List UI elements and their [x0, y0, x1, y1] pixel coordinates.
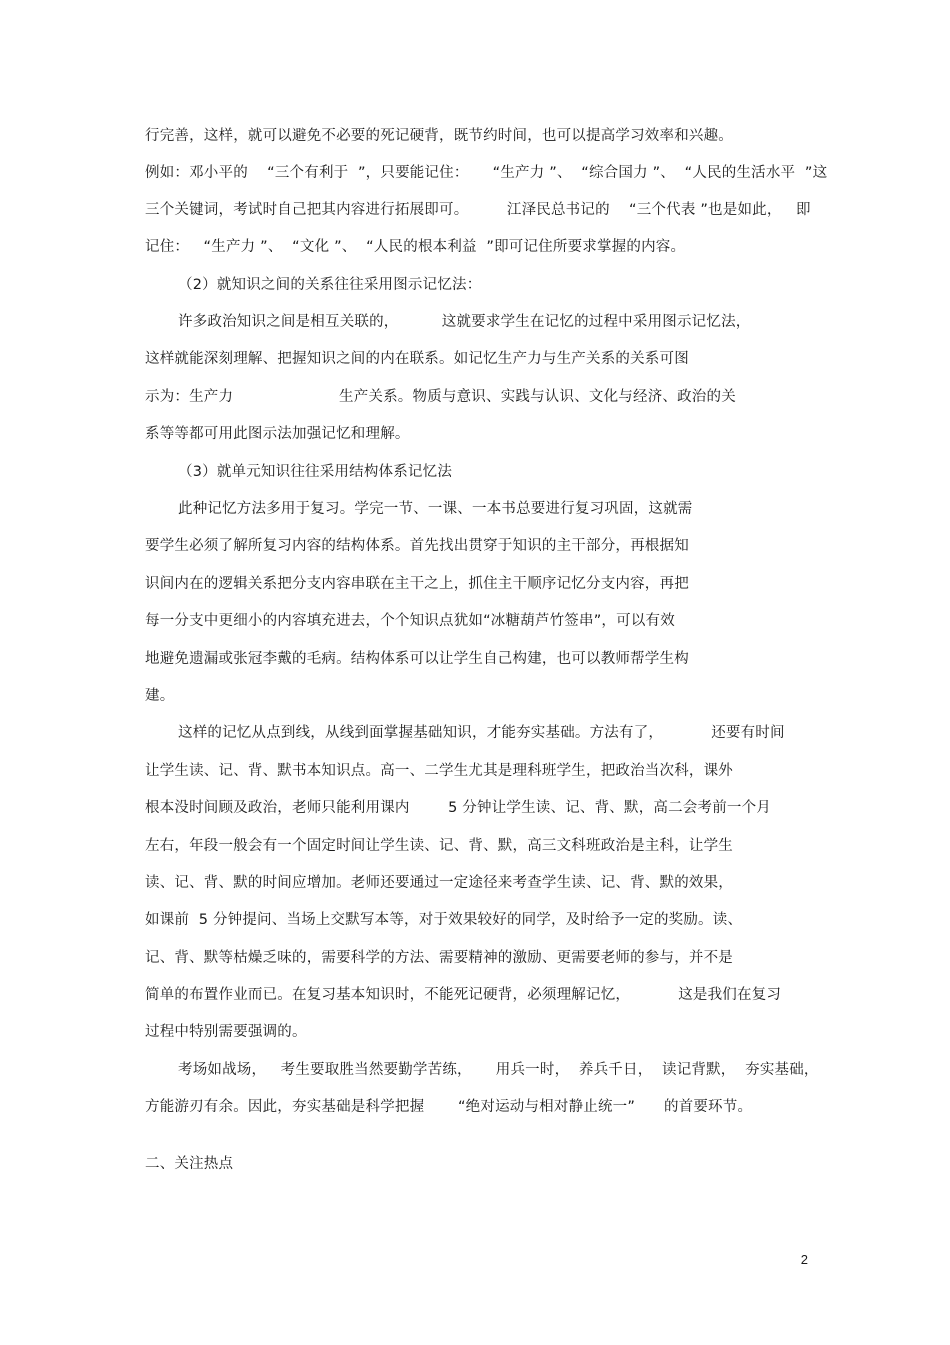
body-text-line: 记住： “生产力 ”、 “文化 ”、 “人民的根本利益 ”即可记住所要求掌握的内容。 [145, 239, 686, 255]
body-text-line: 要学生必须了解所复习内容的结构体系。首先找出贯穿于知识的主干部分，再根据知 [145, 538, 689, 554]
body-text-line: 每一分支中更细小的内容填充进去，个个知识点犹如“冰糖葫芦竹签串”，可以有效 [145, 613, 675, 629]
body-text-line: 例如：邓小平的 “三个有利于 ”，只要能记住： “生产力 ”、 “综合国力 ”、 “人民的生活水平 ”这 [145, 165, 828, 181]
body-text-line: 方能游刃有余。因此，夯实基础是科学把握 “绝对运动与相对静止统一” 的首要环节。 [145, 1099, 753, 1115]
body-text-line: 系等等都可用此图示法加强记忆和理解。 [145, 426, 410, 442]
body-text-line: 示为：生产力 生产关系。物质与意识、实践与认识、文化与经济、政治的关 [145, 389, 736, 405]
body-text-line: 考场如战场， 考生要取胜当然要勤学苦练， 用兵一时， 养兵千日， 读记背默， 夯实基础， [178, 1062, 819, 1078]
body-text-line: 识间内在的逻辑关系把分支内容串联在主干之上，抓住主干顺序记忆分支内容，再把 [145, 576, 689, 592]
body-text-line: 这样就能深刻理解、把握知识之间的内在联系。如记忆生产力与生产关系的关系可图 [145, 351, 689, 367]
body-text-line: 过程中特别需要强调的。 [145, 1024, 307, 1040]
body-text-line: 左右，年段一般会有一个固定时间让学生读、记、背、默，高三文科班政治是主科，让学生 [145, 838, 733, 854]
page-number: 2 [800, 1252, 808, 1267]
body-text-line: 三个关键词，考试时自己把其内容进行拓展即可。 江泽民总书记的 “三个代表 ”也是如此， 即 [145, 202, 811, 218]
body-text-line: 记、背、默等枯燥乏味的，需要科学的方法、需要精神的激励、更需要老师的参与，并不是 [145, 950, 733, 966]
section-heading: （3）就单元知识往往采用结构体系记忆法 [178, 464, 453, 480]
body-text-line: 建。 [145, 688, 175, 704]
body-text-line: 行完善，这样，就可以避免不必要的死记硬背，既节约时间，也可以提高学习效率和兴趣。 [145, 128, 733, 144]
body-text-line: 此种记忆方法多用于复习。学完一节、一课、一本书总要进行复习巩固，这就需 [178, 501, 693, 517]
body-text-line: 让学生读、记、背、默书本知识点。高一、二学生尤其是理科班学生，把政治当次科，课外 [145, 763, 733, 779]
section-heading: （2）就知识之间的关系往往采用图示记忆法： [178, 277, 482, 293]
body-text-line: 根本没时间顾及政治，老师只能利用课内 5 分钟让学生读、记、背、默，高二会考前一个月 [145, 800, 772, 816]
section-heading: 二、关注热点 [145, 1156, 234, 1172]
body-text-line: 如课前 5 分钟提问、当场上交默写本等，对于效果较好的同学，及时给予一定的奖励。读、 [145, 912, 743, 928]
body-text-line: 地避免遗漏或张冠李戴的毛病。结构体系可以让学生自己构建，也可以教师帮学生构 [145, 651, 689, 667]
body-text-line: 许多政治知识之间是相互关联的， 这就要求学生在记忆的过程中采用图示记忆法， [178, 314, 751, 330]
body-text-line: 读、记、背、默的时间应增加。老师还要通过一定途径来考查学生读、记、背、默的效果， [145, 875, 733, 891]
body-text-line: 这样的记忆从点到线，从线到面掌握基础知识，才能夯实基础。方法有了， 还要有时间 [178, 725, 785, 741]
body-text-line: 简单的布置作业而已。在复习基本知识时，不能死记硬背，必须理解记忆， 这是我们在复习 [145, 987, 782, 1003]
